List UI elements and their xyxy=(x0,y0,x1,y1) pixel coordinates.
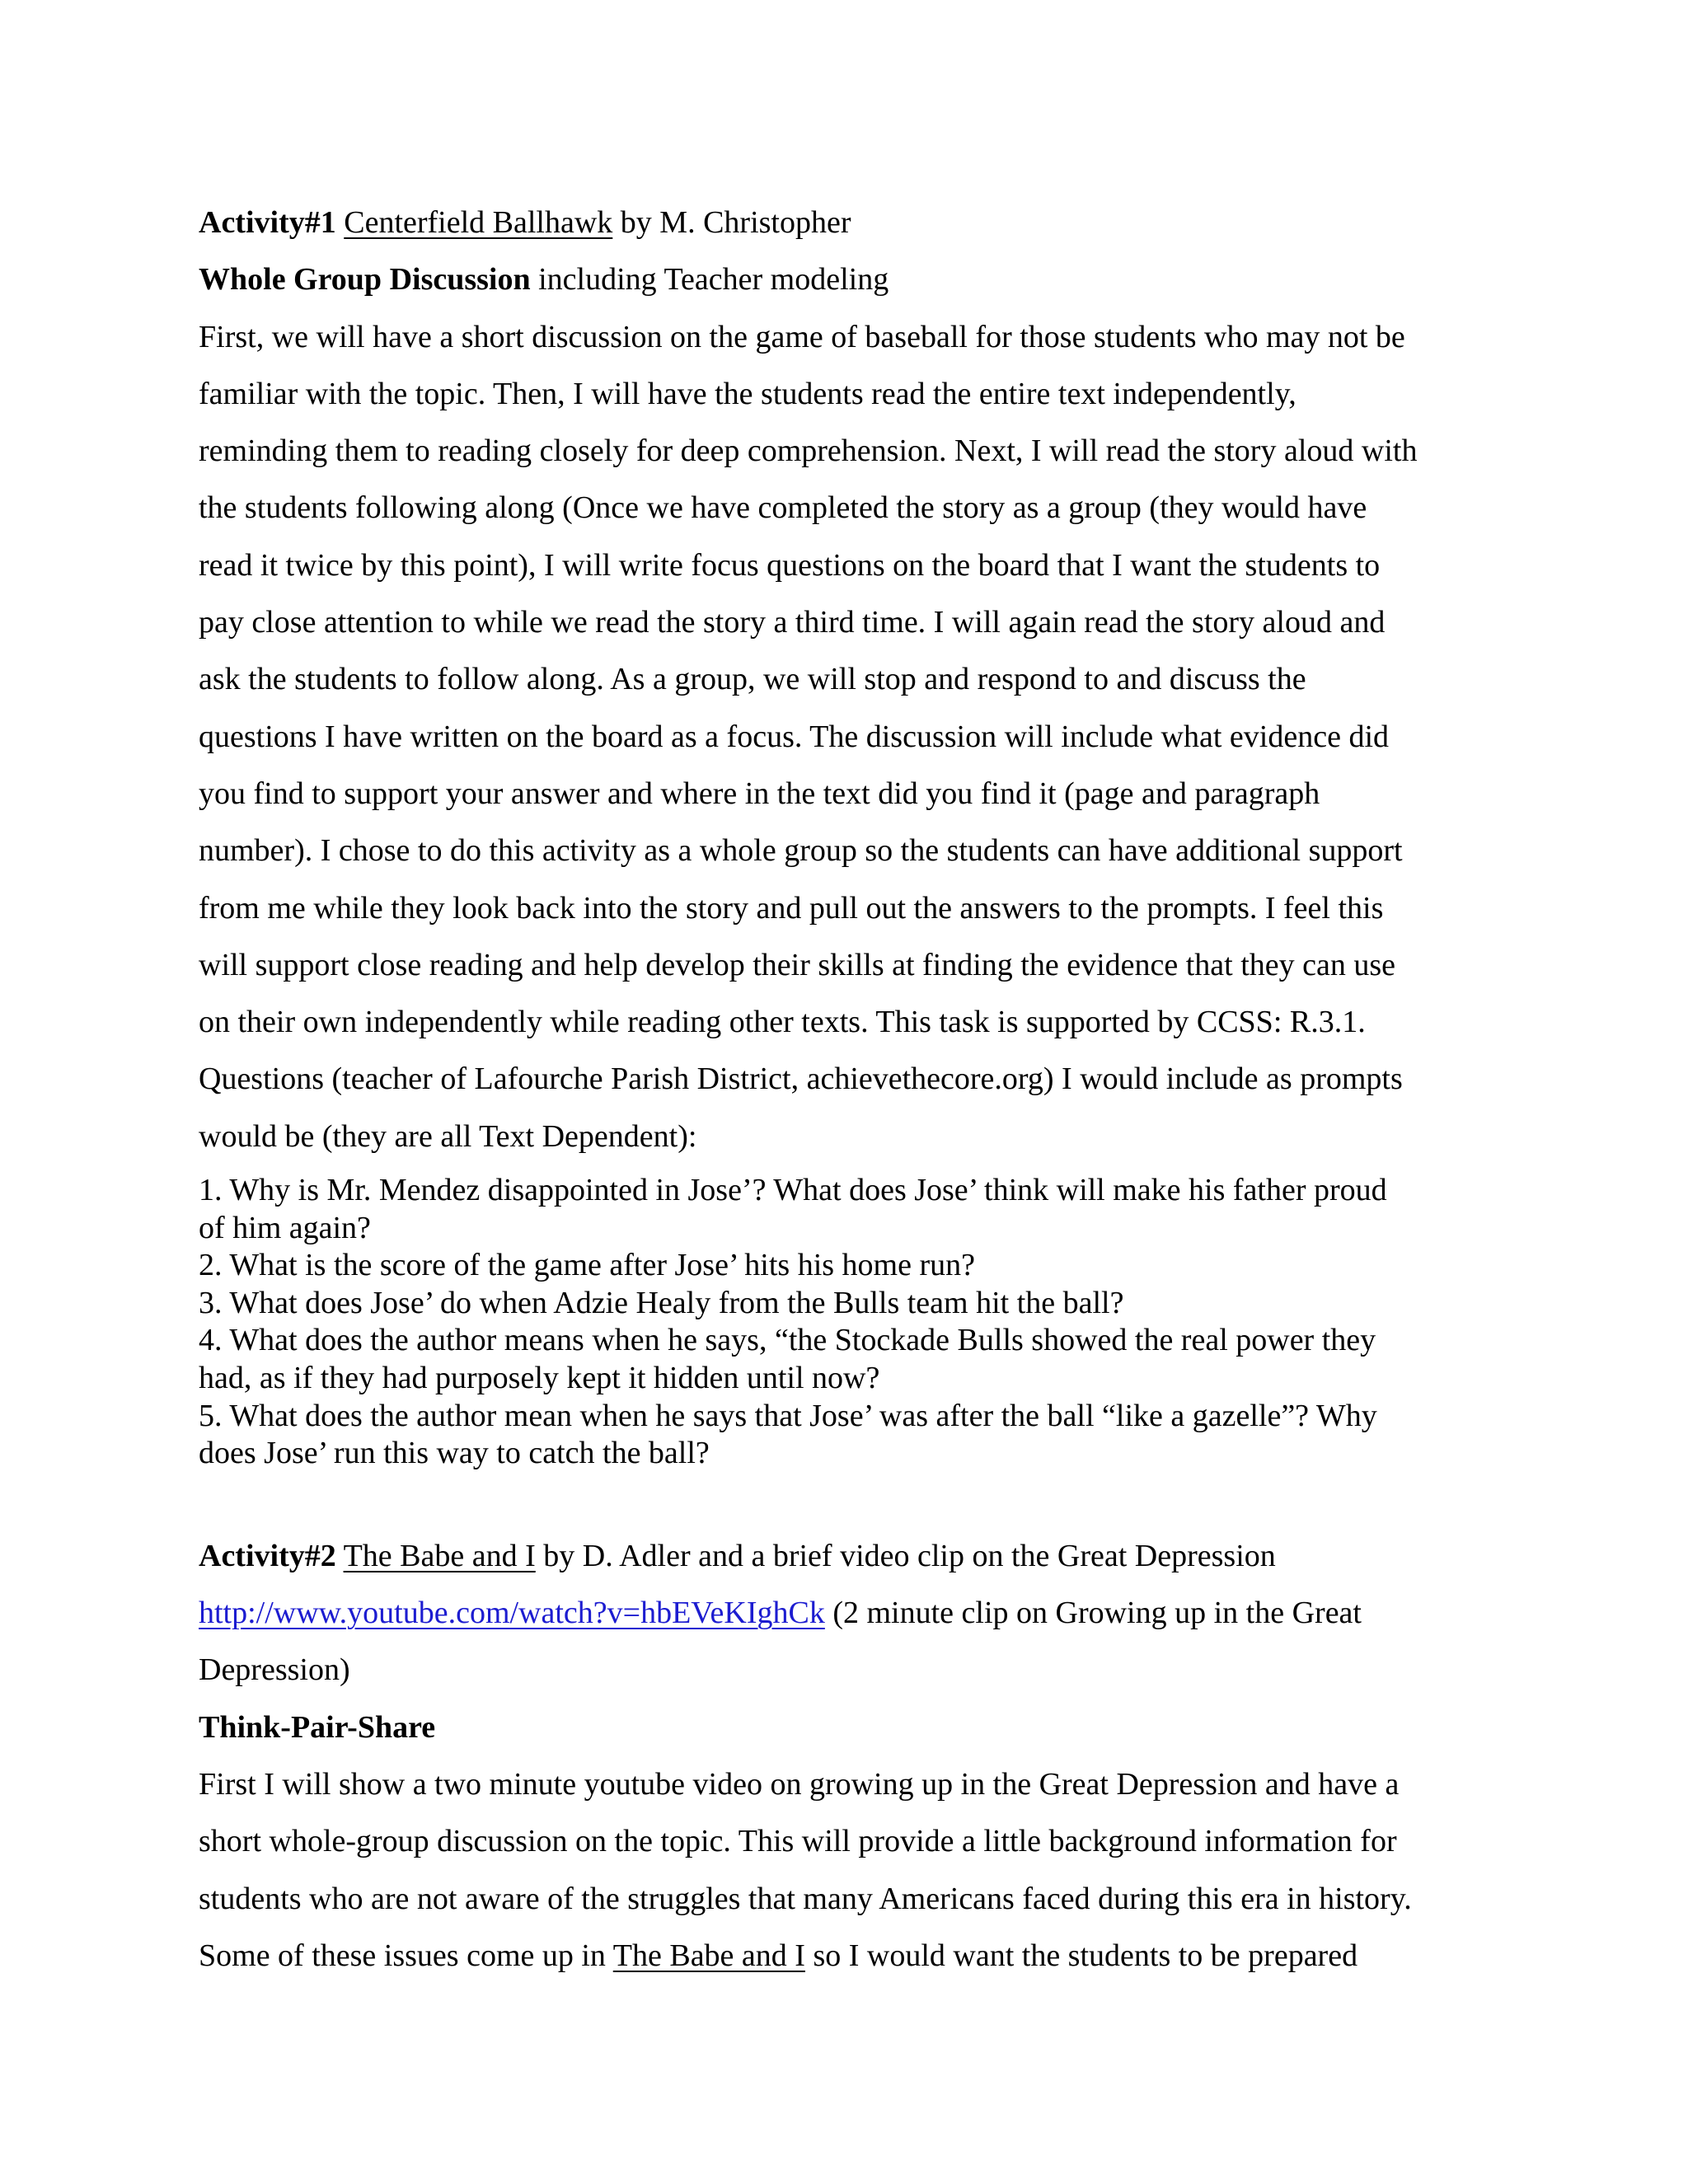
question-line: had, as if they had purposely kept it hidden until now? xyxy=(199,1361,880,1396)
activity1-title: Centerfield Ballhawk xyxy=(344,205,613,240)
paragraph-line: from me while they look back into the story and pull out the answers to the prompts. I feel this xyxy=(199,890,1384,926)
activity2-heading xyxy=(199,1528,1493,1585)
activity1-subheading-rest: including Teacher modeling xyxy=(538,262,889,298)
activity2-paragraph xyxy=(199,1756,1493,1985)
paragraph-line: First, we will have a short discussion on the game of baseball for those students who may not be xyxy=(199,319,1405,354)
activity1-questions xyxy=(199,1172,1493,1473)
paragraph-line-last xyxy=(199,1928,1493,1985)
paragraph-line: pay close attention to while we read the story a third time. I will again read the story aloud and xyxy=(199,605,1386,640)
paragraph-line: familiar with the topic. Then, I will have the students read the entire text independently, xyxy=(199,376,1296,411)
document-page xyxy=(199,194,1493,1985)
activity1-subheading xyxy=(199,251,1493,308)
paragraph-line: you find to support your answer and where in the text did you find it (page and paragraph xyxy=(199,776,1320,811)
last-line-title: The Babe and I xyxy=(612,1938,805,1973)
question-line: of him again? xyxy=(199,1210,371,1245)
activity1-subheading-bold: Whole Group Discussion xyxy=(199,262,531,298)
paragraph-line: the students following along (Once we have completed the story as a group (they would have xyxy=(199,490,1367,526)
paragraph-line: reminding them to reading closely for deep comprehension. Next, I will read the story aloud with xyxy=(199,434,1418,469)
paragraph-line: would be (they are all Text Dependent): xyxy=(199,1118,697,1154)
question-line: 5. What does the author mean when he says that Jose’ was after the ball “like a gazelle”? Why xyxy=(199,1398,1377,1433)
activity2-label: Activity#2 xyxy=(199,1538,336,1573)
paragraph-line: number). I chose to do this activity as a whole group so the students can have additional support xyxy=(199,833,1403,869)
last-line-after: so I would want the students to be prepared xyxy=(813,1938,1358,1973)
question-line: 2. What is the score of the game after Jose’ hits his home run? xyxy=(199,1248,975,1283)
question-line: 1. Why is Mr. Mendez disappointed in Jose’? What does Jose’ think will make his father proud xyxy=(199,1173,1387,1208)
paragraph-line: short whole-group discussion on the topic. This will provide a little background information for xyxy=(199,1824,1397,1859)
paragraph-line: will support close reading and help develop their skills at finding the evidence that they can use xyxy=(199,947,1396,982)
paragraph-line: students who are not aware of the struggles that many Americans faced during this era in history. xyxy=(199,1881,1412,1916)
activity2-subheading xyxy=(199,1699,1493,1756)
paragraph-line: on their own independently while reading other texts. This task is supported by CCSS: R.3.1. xyxy=(199,1005,1366,1040)
last-line-before: Some of these issues come up in xyxy=(199,1938,606,1973)
activity2-link-line xyxy=(199,1585,1493,1642)
question-line: 4. What does the author means when he says, “the Stockade Bulls showed the real power they xyxy=(199,1323,1376,1358)
paragraph-line: read it twice by this point), I will write focus questions on the board that I want the students to xyxy=(199,547,1381,583)
paragraph-line: ask the students to follow along. As a group, we will stop and respond to and discuss the xyxy=(199,662,1306,697)
activity2-title: The Babe and I xyxy=(343,1538,536,1573)
activity1-paragraph xyxy=(199,309,1493,1165)
activity1-label: Activity#1 xyxy=(199,205,336,240)
activity2-subheading-bold: Think-Pair-Share xyxy=(199,1709,436,1745)
activity2-byline: by D. Adler and a brief video clip on the Great Depression xyxy=(543,1538,1276,1573)
activity2-link-rest-line2: Depression) xyxy=(199,1652,350,1688)
question-line: 3. What does Jose’ do when Adzie Healy from the Bulls team hit the ball? xyxy=(199,1285,1124,1320)
youtube-link[interactable]: http://www.youtube.com/watch?v=hbEVeKIghCk xyxy=(199,1596,825,1631)
paragraph-line: First I will show a two minute youtube video on growing up in the Great Depression and have a xyxy=(199,1766,1400,1802)
activity1-heading xyxy=(199,194,1493,251)
activity1-byline: by M. Christopher xyxy=(620,205,851,240)
question-line: does Jose’ run this way to catch the ball? xyxy=(199,1436,710,1471)
paragraph-line: questions I have written on the board as a focus. The discussion will include what evidence did xyxy=(199,719,1389,754)
activity2-link-rest: (2 minute clip on Growing up in the Great xyxy=(832,1596,1362,1631)
paragraph-line: Questions (teacher of Lafourche Parish District, achievethecore.org) I would include as prompts xyxy=(199,1062,1403,1097)
